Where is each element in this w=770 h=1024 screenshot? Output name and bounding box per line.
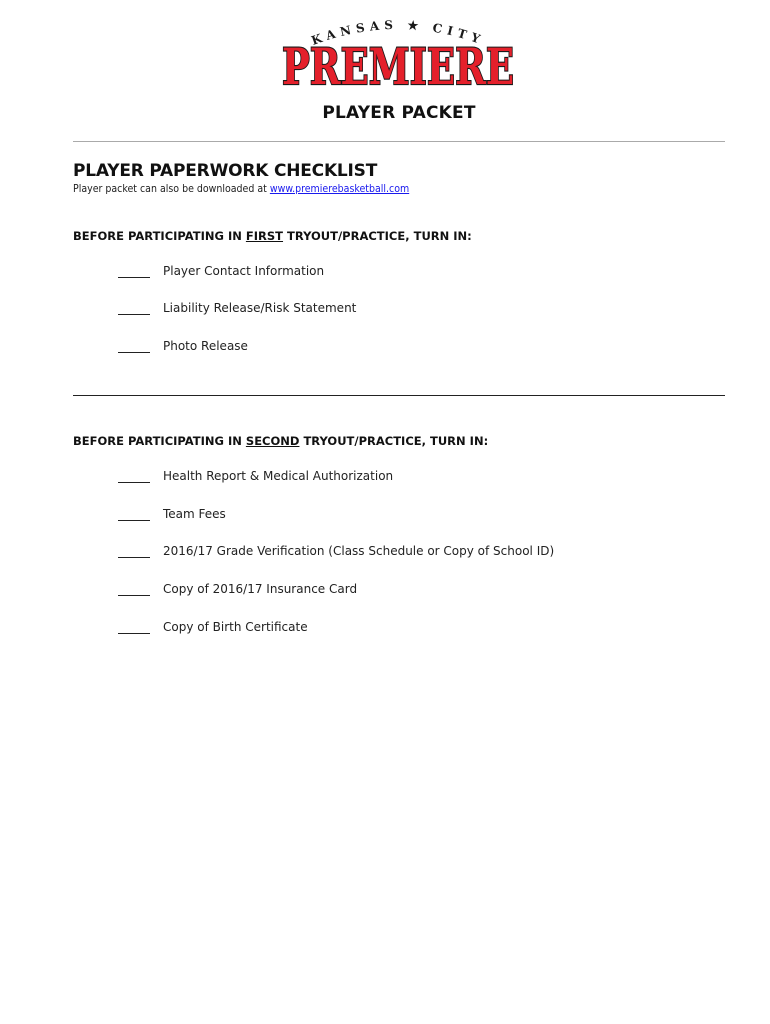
checklist-item <box>118 620 308 638</box>
checklist-item <box>118 582 357 600</box>
checklist-item-label: Copy of 2016/17 Insurance Card <box>163 582 358 596</box>
section-divider <box>73 395 725 396</box>
download-note <box>73 183 409 195</box>
checklist-item-label: Liability Release/Risk Statement <box>163 301 357 315</box>
checklist-item-label: Photo Release <box>163 339 248 353</box>
checkbox-blank-line[interactable] <box>118 508 150 521</box>
checklist-item-label: Team Fees <box>163 507 226 521</box>
logo-arc-text: KANSAS ★ CITY <box>309 17 487 48</box>
section-heading-text: BEFORE PARTICIPATING IN <box>73 229 246 243</box>
checklist-item-label: Player Contact Information <box>163 264 325 278</box>
checklist-item-label: Copy of Birth Certificate <box>163 620 308 634</box>
checklist-item-label: Health Report & Medical Authorization <box>163 469 394 483</box>
title-divider <box>73 141 725 142</box>
section-heading-text: BEFORE PARTICIPATING IN <box>73 434 246 448</box>
section-heading-second <box>73 434 488 448</box>
section-heading-text: TRYOUT/PRACTICE, TURN IN: <box>299 434 489 448</box>
checklist-item <box>118 469 393 487</box>
section-heading-first <box>73 229 472 243</box>
checklist-item <box>118 339 248 357</box>
checkbox-blank-line[interactable] <box>118 621 150 634</box>
section-heading-emphasis: FIRST <box>245 229 284 243</box>
checkbox-blank-line[interactable] <box>118 340 150 353</box>
checkbox-blank-line[interactable] <box>118 545 150 558</box>
section-heading-emphasis: SECOND <box>245 434 300 448</box>
checklist-item <box>118 301 356 319</box>
checkbox-blank-line[interactable] <box>118 265 150 278</box>
checklist-title: PLAYER PAPERWORK CHECKLIST <box>73 161 378 181</box>
checklist-item-label: 2016/17 Grade Verification (Class Schedule or Copy of School ID) <box>163 544 555 558</box>
logo-word: PREMIERE <box>282 37 514 96</box>
kansas-city-premiere-logo <box>276 12 520 96</box>
checklist-item <box>118 507 226 525</box>
checklist-item <box>118 264 324 282</box>
checklist-item <box>118 544 554 562</box>
download-note-text: Player packet can also be downloaded at <box>73 183 270 195</box>
page-title: PLAYER PACKET <box>322 103 476 123</box>
checkbox-blank-line[interactable] <box>118 470 150 483</box>
checkbox-blank-line[interactable] <box>118 302 150 315</box>
website-link[interactable]: www.premierebasketball.com <box>269 183 410 195</box>
section-heading-text: TRYOUT/PRACTICE, TURN IN: <box>283 229 472 243</box>
checkbox-blank-line[interactable] <box>118 583 150 596</box>
